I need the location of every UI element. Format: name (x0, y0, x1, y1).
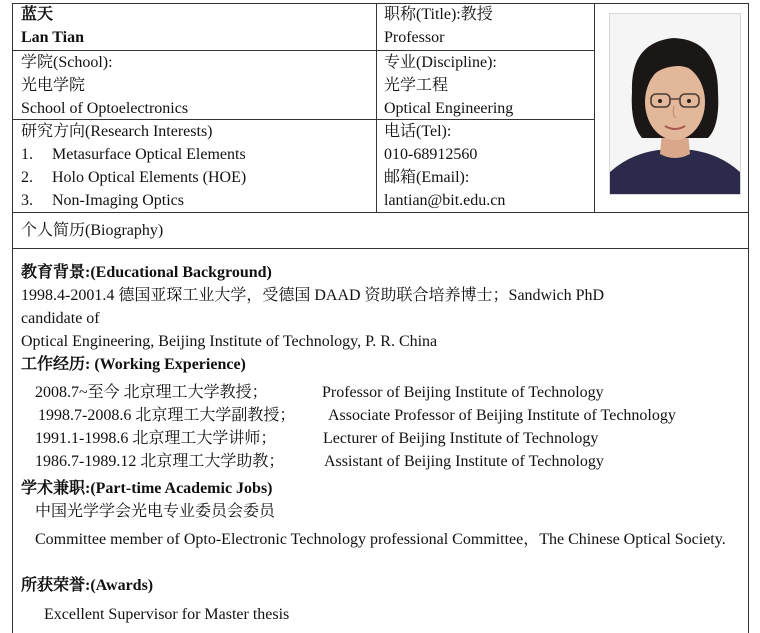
research-item-num: 2. (21, 169, 33, 186)
education-line: candidate of (21, 310, 100, 327)
research-item: Metasurface Optical Elements (52, 146, 246, 163)
work-row-en: Associate Professor of Beijing Institute of Technology (328, 407, 676, 424)
profile-table (12, 3, 749, 633)
school-en: School of Optoelectronics (21, 100, 189, 117)
tel-label: 电话(Tel): (384, 123, 452, 140)
discipline-label: 专业(Discipline): (384, 54, 497, 71)
title-label: 职称(Title):教授 (384, 6, 493, 23)
discipline-en: Optical Engineering (384, 100, 514, 117)
work-row-zh: 1998.7-2008.6 北京理工大学副教授； (38, 407, 296, 424)
email-value: lantian@bit.edu.cn (384, 192, 506, 209)
research-item: Holo Optical Elements (HOE) (52, 169, 247, 186)
border-right (748, 3, 749, 633)
research-label: 研究方向(Research Interests) (21, 123, 213, 140)
portrait-photo (609, 13, 741, 195)
border-left (12, 3, 13, 633)
name-zh: 蓝天 (21, 6, 54, 23)
research-item: Non-Imaging Optics (52, 192, 184, 209)
school-label: 学院(School): (21, 54, 113, 71)
parttime-zh: 中国光学学会光电专业委员会委员 (35, 503, 276, 520)
education-line: 1998.4-2001.4 德国亚琛工业大学，受德国 DAAD 资助联合培养博士；Sandwich PhD (21, 287, 605, 304)
biography-label: 个人简历(Biography) (21, 222, 164, 239)
research-item-num: 3. (21, 192, 33, 209)
parttime-heading: 学术兼职:(Part-time Academic Jobs) (21, 480, 273, 497)
work-heading: 工作经历: (Working Experience) (21, 356, 246, 373)
research-item-num: 1. (21, 146, 33, 163)
awards-heading: 所获荣誉:(Awards) (21, 577, 154, 594)
work-row-en: Lecturer of Beijing Institute of Technology (323, 430, 599, 447)
name-en: Lan Tian (21, 29, 85, 46)
email-label: 邮箱(Email): (384, 169, 470, 186)
work-row-zh: 1986.7-1989.12 北京理工大学助教； (35, 453, 285, 470)
awards-item: Excellent Supervisor for Master thesis (44, 606, 290, 623)
discipline-zh: 光学工程 (384, 77, 449, 94)
tel-value: 010-68912560 (384, 146, 478, 163)
column-divider-1 (376, 3, 377, 212)
work-row-en: Assistant of Beijing Institute of Technology (324, 453, 604, 470)
row-divider-4 (12, 248, 749, 249)
column-divider-2 (594, 3, 595, 212)
portrait-image (610, 14, 740, 194)
work-row-zh: 2008.7~至今 北京理工大学教授； (35, 384, 268, 401)
work-row-en: Professor of Beijing Institute of Technology (322, 384, 604, 401)
education-line: Optical Engineering, Beijing Institute of Technology, P. R. China (21, 333, 438, 350)
work-row-zh: 1991.1-1998.6 北京理工大学讲师； (35, 430, 277, 447)
education-heading: 教育背景:(Educational Background) (21, 264, 272, 281)
border-top (12, 3, 749, 4)
school-zh: 光电学院 (21, 77, 86, 94)
row-divider-3 (12, 212, 749, 213)
parttime-en: Committee member of Opto-Electronic Technology professional Committee，The Chinese Optical Society. (35, 531, 726, 548)
title-value: Professor (384, 29, 445, 46)
